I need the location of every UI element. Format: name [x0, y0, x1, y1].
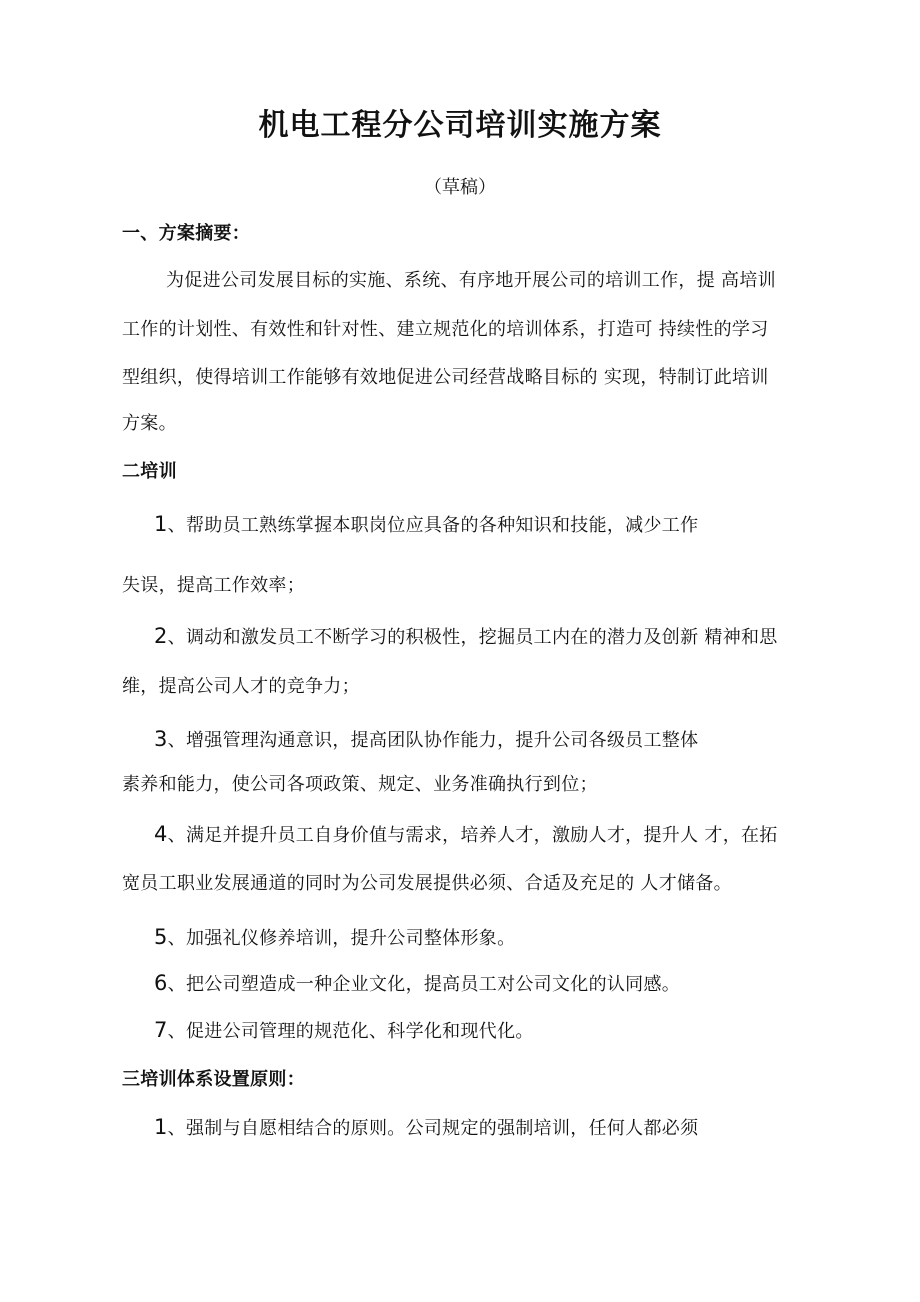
list-item-number: 6	[154, 971, 168, 995]
document-title: 机电工程分公司培训实施方案	[258, 108, 662, 143]
list-item-number: 3	[154, 727, 168, 751]
list-item	[154, 1018, 534, 1044]
list-item	[154, 1115, 698, 1141]
section-1-heading: 一、方案摘要：	[122, 223, 251, 244]
list-item-text: 、把公司塑造成一种企业文化，提高员工对公司文化的认同感。	[167, 974, 681, 995]
list-item-continuation: 失误，提高工作效率；	[122, 575, 305, 596]
list-item	[154, 971, 680, 997]
list-item-number: 4	[154, 822, 168, 846]
list-item	[154, 624, 778, 650]
document-subtitle: （草稿）	[424, 177, 496, 198]
list-item	[154, 727, 698, 753]
list-item-text: 、增强管理沟通意识，提高团队协作能力，提升公司各级员工整体	[167, 730, 699, 751]
section-1-paragraph-line: 型组织，使得培训工作能够有效地促进公司经营战略目标的 实现，特制订此培训	[122, 367, 769, 388]
section-1-paragraph-line: 方案。	[122, 413, 177, 434]
list-item-text: 、强制与自愿相结合的原则。公司规定的强制培训，任何人都必须	[167, 1118, 699, 1139]
list-item-text: 、帮助员工熟练掌握本职岗位应具备的各种知识和技能，减少工作	[167, 515, 699, 536]
list-item-number: 7	[154, 1018, 168, 1042]
section-3-heading: 三培训体系设置原则：	[122, 1069, 305, 1090]
list-item-text: 、满足并提升员工自身价值与需求，培养人才，激励人才，提升人 才，在拓	[167, 825, 778, 846]
list-item-continuation: 素养和能力，使公司各项政策、规定、业务准确执行到位；	[122, 774, 598, 795]
list-item-number: 1	[154, 1115, 168, 1139]
section-1-paragraph-line: 为促进公司发展目标的实施、系统、有序地开展公司的培训工作，提 高培训	[166, 270, 776, 291]
list-item-number: 1	[154, 512, 168, 536]
list-item-continuation: 维，提高公司人才的竞争力；	[122, 676, 360, 697]
section-1-paragraph-line: 工作的计划性、有效性和针对性、建立规范化的培训体系，打造可 持续性的学习	[122, 319, 769, 340]
list-item-text: 、促进公司管理的规范化、科学化和现代化。	[167, 1021, 534, 1042]
list-item-number: 2	[154, 624, 168, 648]
list-item-text: 、加强礼仪修养培训，提升公司整体形象。	[167, 928, 516, 949]
section-2-heading: 二培训	[122, 461, 177, 482]
list-item-continuation: 宽员工职业发展通道的同时为公司发展提供必须、合适及充足的 人才储备。	[122, 873, 732, 894]
list-item	[154, 925, 515, 951]
list-item-number: 5	[154, 925, 168, 949]
list-item-text: 、调动和激发员工不断学习的积极性，挖掘员工内在的潜力及创新 精神和思	[167, 627, 778, 648]
list-item	[154, 822, 778, 848]
list-item	[154, 512, 698, 538]
